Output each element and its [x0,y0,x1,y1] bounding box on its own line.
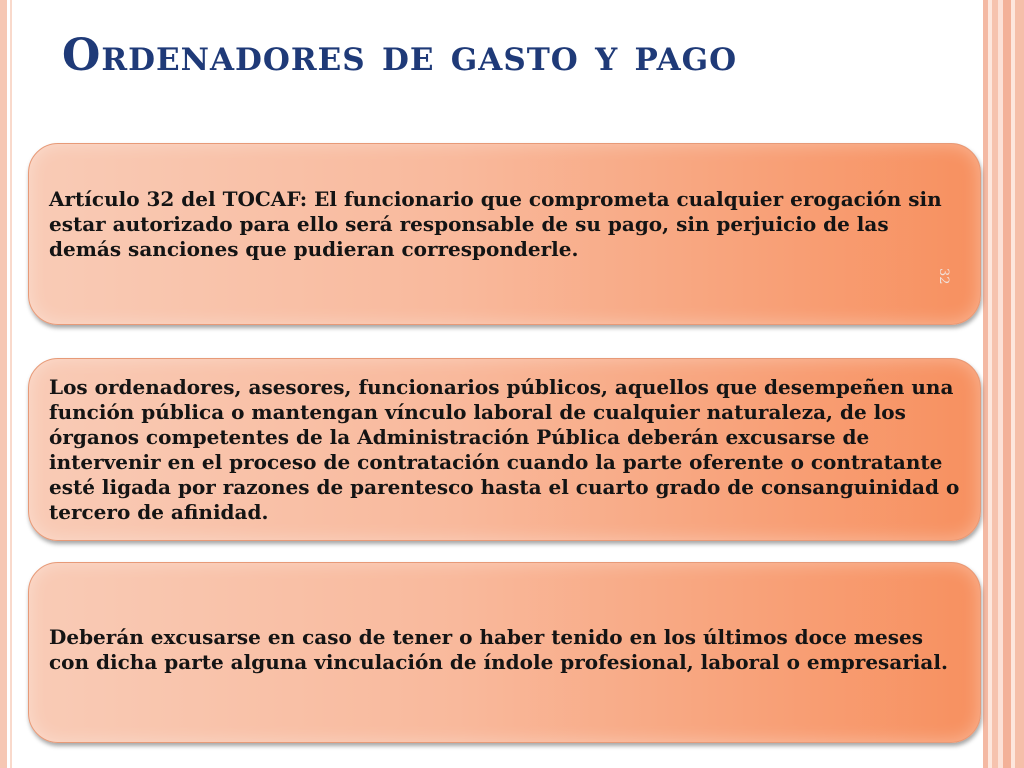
content-box-twelve-months [28,562,981,743]
content-box-text: Los ordenadores, asesores, funcionarios públicos, aquellos que desempeñen una función pública o mantengan vínculo laboral de cualquier naturaleza, de los órganos competentes de la Administración Pública deberán excusarse de intervenir en el proceso de contratación cuando la parte oferente o contratante esté ligada por razones de parentesco hasta el cuarto grado de consanguinidad o tercero de afinidad. [49,374,960,524]
left-decoration-bar [0,0,7,768]
content-box-text: Artículo 32 del TOCAF: El funcionario que comprometa cualquier erogación sin estar autorizado para ello será responsable de su pago, sin perjuicio de las demás sanciones que pudieran corresponderle. [49,186,942,261]
content-box-excusal-rule [28,358,981,541]
page-number: 32 [936,268,951,285]
content-box-text: Deberán excusarse en caso de tener o haber tenido en los últimos doce meses con dicha parte alguna vinculación de índole profesional, laboral o empresarial. [49,624,948,674]
content-box-article-32 [28,143,981,325]
slide-title: Ordenadores de gasto y pago [62,30,738,81]
left-decoration-line [10,0,12,768]
right-decoration-stripes [980,0,1024,768]
